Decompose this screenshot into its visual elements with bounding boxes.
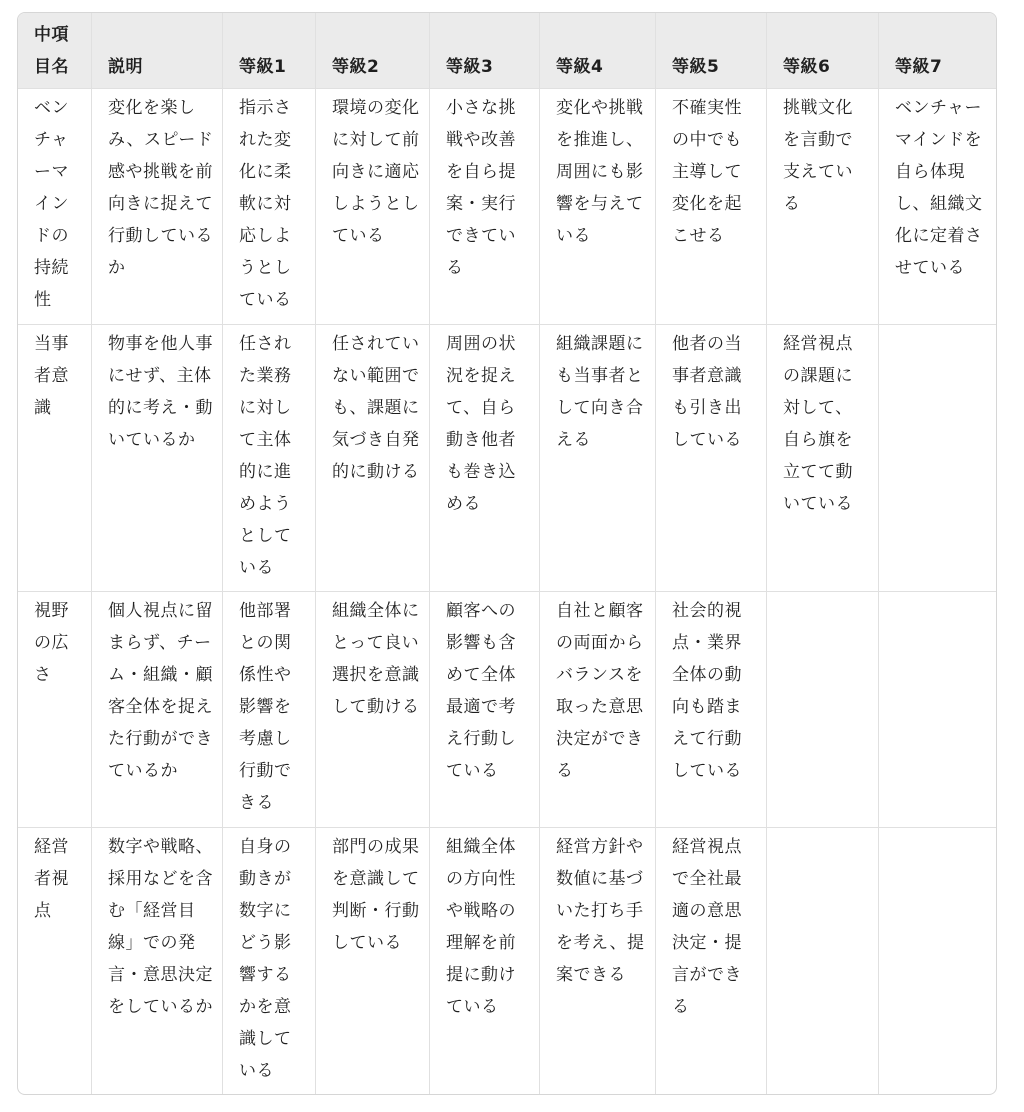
header-grade-7: 等級7: [879, 13, 998, 89]
header-description: 説明: [92, 13, 223, 89]
table-cell: ベンチャーマインドを自ら体現し、組織文化に定着させている: [879, 89, 998, 325]
table-cell: 任されていない範囲でも、課題に気づき自発的に動ける: [316, 325, 430, 592]
table-cell: 組織全体の方向性や戦略の理解を前提に動けている: [430, 828, 540, 1096]
table-row: [18, 592, 998, 828]
table-cell: 個人視点に留まらず、チーム・組織・顧客全体を捉えた行動ができているか: [92, 592, 223, 828]
table-cell: [879, 325, 998, 592]
table-cell: 顧客への影響も含めて全体最適で考え行動している: [430, 592, 540, 828]
header-grade-5: 等級5: [656, 13, 767, 89]
header-grade-3: 等級3: [430, 13, 540, 89]
table-cell: ベンチャーマインドの持続性: [18, 89, 92, 325]
table-cell: 組織全体にとって良い選択を意識して動ける: [316, 592, 430, 828]
table-cell: 経営者視点: [18, 828, 92, 1096]
table-cell: 物事を他人事にせず、主体的に考え・動いているか: [92, 325, 223, 592]
header-item-name: 中項目名: [18, 13, 92, 89]
table-header-row: [18, 13, 998, 89]
table-cell: [767, 828, 879, 1096]
table-cell: 自社と顧客の両面からバランスを取った意思決定ができる: [540, 592, 656, 828]
table-cell: 経営視点の課題に対して、自ら旗を立てて動いている: [767, 325, 879, 592]
table-cell: 指示された変化に柔軟に対応しようとしている: [223, 89, 316, 325]
table-cell: 不確実性の中でも主導して変化を起こせる: [656, 89, 767, 325]
table-row: [18, 325, 998, 592]
table-row: [18, 89, 998, 325]
table-cell: 視野の広さ: [18, 592, 92, 828]
table-cell: 他者の当事者意識も引き出している: [656, 325, 767, 592]
table-cell: 数字や戦略、採用などを含む「経営目線」での発言・意思決定をしているか: [92, 828, 223, 1096]
table-cell: 環境の変化に対して前向きに適応しようとしている: [316, 89, 430, 325]
table-cell: 社会的視点・業界全体の動向も踏まえて行動している: [656, 592, 767, 828]
table-cell: 任された業務に対して主体的に進めようとしている: [223, 325, 316, 592]
table-cell: 挑戦文化を言動で支えている: [767, 89, 879, 325]
header-grade-2: 等級2: [316, 13, 430, 89]
table-cell: [879, 592, 998, 828]
table-cell: 他部署との関係性や影響を考慮し行動できる: [223, 592, 316, 828]
table-row: [18, 828, 998, 1096]
table-cell: 周囲の状況を捉えて、自ら動き他者も巻き込める: [430, 325, 540, 592]
table-cell: 経営方針や数値に基づいた打ち手を考え、提案できる: [540, 828, 656, 1096]
table-cell: 変化や挑戦を推進し、周囲にも影響を与えている: [540, 89, 656, 325]
table-cell: 部門の成果を意識して判断・行動している: [316, 828, 430, 1096]
table-cell: 組織課題にも当事者として向き合える: [540, 325, 656, 592]
header-grade-4: 等級4: [540, 13, 656, 89]
header-grade-6: 等級6: [767, 13, 879, 89]
table-cell: 小さな挑戦や改善を自ら提案・実行できている: [430, 89, 540, 325]
grade-table-container: [17, 12, 997, 1095]
table-cell: 変化を楽しみ、スピード感や挑戦を前向きに捉えて行動しているか: [92, 89, 223, 325]
table-cell: [767, 592, 879, 828]
header-grade-1: 等級1: [223, 13, 316, 89]
table-cell: 当事者意識: [18, 325, 92, 592]
table-cell: [879, 828, 998, 1096]
table-cell: 自身の動きが数字にどう影響するかを意識している: [223, 828, 316, 1096]
table-cell: 経営視点で全社最適の意思決定・提言ができる: [656, 828, 767, 1096]
grade-table: [17, 12, 997, 1095]
